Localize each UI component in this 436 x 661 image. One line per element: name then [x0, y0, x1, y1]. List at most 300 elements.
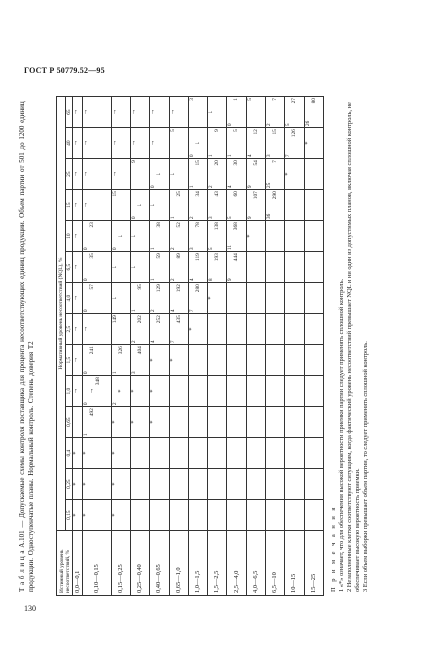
sample-size: 119	[194, 253, 201, 262]
acceptance-number: 0	[188, 154, 195, 158]
acceptance-number: 4	[227, 185, 234, 189]
sample-size: 23	[89, 222, 96, 228]
table-row	[169, 97, 188, 596]
sample-size: 290	[271, 191, 278, 200]
arrow-right-icon: →	[149, 139, 157, 147]
plan-cell	[73, 283, 83, 314]
sample-size: 368	[233, 222, 240, 231]
sample-size: 3	[188, 98, 195, 101]
arrow-right-icon: →	[72, 108, 79, 116]
plan-cell	[169, 345, 188, 376]
plan-cell	[265, 438, 284, 469]
notes-title: П р и м е ч а н и я	[330, 505, 337, 592]
plan-cell	[304, 407, 323, 438]
row-header-cell: Истинный уровень несоответствий, %	[57, 531, 73, 596]
plan-cell	[150, 469, 169, 500]
plan-cell	[130, 314, 149, 345]
acceptance-number: 9	[246, 185, 253, 189]
arrow-right-icon: →	[82, 139, 90, 147]
plan-cell	[83, 345, 111, 376]
table-row	[83, 97, 111, 596]
plan-cell	[304, 283, 323, 314]
nql-header-cell: 1,5	[66, 345, 73, 376]
plan-cell	[130, 469, 149, 500]
plan-cell	[83, 500, 111, 531]
acceptance-number: 4	[150, 340, 157, 344]
plan-cell	[227, 283, 246, 314]
arrow-right-icon: →	[72, 170, 79, 178]
plan-cell	[150, 407, 169, 438]
acceptance-number: 5	[227, 216, 234, 220]
plan-cell	[83, 97, 111, 128]
plan-cell	[83, 252, 111, 283]
acceptance-number: 2	[265, 123, 272, 127]
arrow-right-icon: →	[72, 294, 79, 302]
plan-cell	[304, 469, 323, 500]
sample-size: 192	[175, 284, 182, 293]
plan-cell	[150, 159, 169, 190]
acceptance-number: 0	[111, 247, 118, 251]
plan-cell	[285, 221, 304, 252]
plan-cell	[265, 345, 284, 376]
plan-cell	[304, 500, 323, 531]
row-label: 0,0—0,1	[73, 531, 83, 596]
sample-size: 54	[252, 160, 259, 166]
acceptance-number: 2	[169, 278, 176, 282]
acceptance-number: 0	[83, 309, 90, 313]
arrow-right-icon: →	[72, 201, 79, 209]
nql-header-cell: 4,0	[66, 283, 73, 314]
acceptance-number: 7	[169, 340, 176, 344]
acceptance-number: 11	[227, 244, 234, 251]
plan-cell	[150, 283, 169, 314]
plan-cell	[188, 500, 207, 531]
plan-cell	[130, 407, 149, 438]
sample-size: 404	[136, 346, 143, 355]
arrow-right-icon: →	[72, 387, 79, 395]
plan-cell	[304, 97, 323, 128]
plan-cell	[285, 97, 304, 128]
acceptance-number: 4	[246, 154, 253, 158]
plan-cell	[304, 438, 323, 469]
nql-header-cell: 0,4	[66, 438, 73, 469]
plan-cell	[265, 190, 284, 221]
plan-cell	[227, 128, 246, 159]
plan-cell	[150, 190, 169, 221]
plan-cell	[246, 128, 265, 159]
standard-header: ГОСТ Р 50779.52—95	[24, 66, 105, 75]
plan-cell	[227, 376, 246, 407]
row-label: 15—25	[304, 531, 323, 596]
plan-cell	[265, 159, 284, 190]
plan-cell	[111, 438, 130, 469]
nql-header-cell: 15	[66, 190, 73, 221]
plan-cell	[169, 314, 188, 345]
plan-cell	[265, 500, 284, 531]
plan-cell	[285, 252, 304, 283]
plan-cell	[188, 283, 207, 314]
plan-cell	[208, 128, 227, 159]
sample-size: 38	[156, 222, 163, 228]
plan-cell	[188, 376, 207, 407]
plan-cell	[208, 345, 227, 376]
plan-cell	[227, 469, 246, 500]
plan-cell	[246, 500, 265, 531]
row-label: 2,5—4,0	[227, 531, 246, 596]
full-inspection-mark: *	[207, 296, 215, 300]
sample-size: 435	[175, 315, 182, 324]
plan-cell	[130, 376, 149, 407]
acceptance-number: 8	[208, 278, 215, 282]
acceptance-number: 36	[265, 213, 272, 220]
acceptance-number: 0	[227, 123, 234, 127]
plan-cell	[150, 314, 169, 345]
full-inspection-mark: *	[284, 172, 292, 176]
plan-cell	[130, 221, 149, 252]
plan-cell	[169, 500, 188, 531]
plan-cell	[111, 252, 130, 283]
plan-cell	[246, 469, 265, 500]
plan-cell	[73, 190, 83, 221]
plan-cell	[111, 345, 130, 376]
full-inspection-mark: *	[149, 420, 157, 424]
acceptance-number: 1	[150, 247, 157, 251]
row-label: 1,0—1,5	[188, 531, 207, 596]
full-inspection-mark: *	[82, 482, 90, 486]
plan-cell	[265, 469, 284, 500]
acceptance-number: 3	[208, 216, 215, 220]
acceptance-number: 1	[150, 278, 157, 282]
nql-header-cell: 2,5	[66, 314, 73, 345]
plan-cell	[83, 190, 111, 221]
acceptance-number: 4	[169, 309, 176, 313]
full-inspection-mark: *	[129, 420, 137, 424]
plan-cell	[188, 97, 207, 128]
plan-cell	[111, 190, 130, 221]
plan-cell	[265, 407, 284, 438]
plan-cell	[246, 345, 265, 376]
table-row	[73, 97, 83, 596]
sample-size: 326	[117, 346, 124, 355]
plan-cell	[188, 314, 207, 345]
plan-cell	[130, 345, 149, 376]
plan-cell	[188, 159, 207, 190]
plan-cell	[111, 283, 130, 314]
table-row	[265, 97, 284, 596]
plan-cell	[130, 438, 149, 469]
plan-cell	[83, 438, 111, 469]
sample-size: 52	[175, 222, 182, 228]
plan-cell	[73, 159, 83, 190]
nql-group-header: Нормативный уровень несоответствий (NQL), %	[57, 97, 66, 531]
plan-cell	[73, 128, 83, 159]
row-label: 0,25—0,40	[130, 531, 149, 596]
plan-cell	[130, 159, 149, 190]
full-inspection-mark: *	[110, 420, 118, 424]
plan-cell	[265, 128, 284, 159]
arrow-right-icon: →	[82, 201, 90, 209]
arrow-right-icon: →	[110, 108, 118, 116]
plan-cell	[83, 283, 111, 314]
plan-cell	[227, 159, 246, 190]
plan-cell	[188, 190, 207, 221]
acceptance-number: 0	[130, 216, 137, 220]
plan-cell	[188, 407, 207, 438]
sample-size: 43	[214, 191, 221, 197]
arrow-down-icon: ↓	[129, 234, 137, 238]
plan-cell	[73, 469, 83, 500]
plan-cell	[73, 97, 83, 128]
sample-size: 60	[233, 191, 240, 197]
table-row	[246, 97, 265, 596]
plan-cell	[188, 438, 207, 469]
sample-size: 1	[233, 98, 240, 101]
plan-cell	[130, 128, 149, 159]
plan-cell	[304, 376, 323, 407]
plan-cell	[130, 97, 149, 128]
plan-cell	[169, 283, 188, 314]
plan-cell	[208, 469, 227, 500]
plan-cell	[111, 128, 130, 159]
sample-size: 34	[194, 191, 201, 197]
plan-cell	[83, 221, 111, 252]
plan-cell	[111, 407, 130, 438]
plan-cell	[208, 500, 227, 531]
table-caption	[18, 100, 36, 592]
plan-cell	[285, 128, 304, 159]
full-inspection-mark: *	[110, 482, 118, 486]
sample-size: 15	[271, 129, 278, 135]
nql-header-cell: 1,0	[66, 376, 73, 407]
sample-size: 89	[175, 253, 182, 259]
sample-size: 20	[214, 160, 221, 166]
full-inspection-mark: *	[187, 327, 195, 331]
arrow-right-icon: →	[72, 263, 79, 271]
acceptance-number: 0	[83, 247, 90, 251]
acceptance-number: 2	[111, 402, 118, 406]
full-inspection-mark: *	[245, 234, 253, 238]
arrow-down-icon: ↓	[207, 110, 215, 114]
arrow-right-icon: →	[168, 108, 176, 116]
sample-size: 30	[233, 160, 240, 166]
arrow-down-icon: ↓	[155, 172, 163, 176]
plan-cell	[304, 190, 323, 221]
full-inspection-mark: *	[82, 513, 90, 517]
sample-size: 59	[156, 253, 163, 259]
acceptance-number: 3	[265, 154, 272, 158]
plan-cell	[150, 345, 169, 376]
plan-cell	[304, 345, 323, 376]
plan-cell	[83, 314, 111, 345]
full-inspection-mark: *	[149, 358, 157, 362]
full-inspection-mark: *	[116, 389, 124, 393]
plan-cell	[111, 469, 130, 500]
arrow-right-icon: →	[82, 170, 90, 178]
acceptance-number: 1	[83, 433, 90, 437]
plan-cell	[150, 252, 169, 283]
acceptance-number: 1	[111, 371, 118, 375]
acceptance-number: 3	[130, 371, 137, 375]
plan-cell	[285, 190, 304, 221]
arrow-down-icon: ↓	[116, 234, 124, 238]
row-label: 0,15—0,25	[111, 531, 130, 596]
nql-header-cell: 10	[66, 221, 73, 252]
plan-cell	[246, 438, 265, 469]
arrow-down-icon: ↓	[168, 172, 176, 176]
plan-cell	[304, 314, 323, 345]
row-label: 0,10—0,15	[83, 531, 111, 596]
plan-cell	[227, 221, 246, 252]
sample-size: 78	[194, 222, 201, 228]
plan-cell	[285, 438, 304, 469]
plan-cell	[111, 376, 130, 407]
plan-cell	[188, 221, 207, 252]
plan-cell	[73, 221, 83, 252]
arrow-right-icon: →	[110, 139, 118, 147]
plan-cell	[73, 500, 83, 531]
caption-number: А.101	[18, 530, 26, 548]
note-2: 2 Незаполненные клетки соответствуют ситуациям, когда фактический уровень несоответствий превышает NQL и ни один из допустимых планов, включая сплошной контроль, не обеспечивает высокую вероятность приемки.	[346, 102, 361, 592]
plan-cell	[150, 500, 169, 531]
row-label: 4,0—6,5	[246, 531, 265, 596]
full-inspection-mark: *	[149, 389, 157, 393]
nql-header-cell: 65	[66, 97, 73, 128]
acceptance-number: 0	[150, 185, 157, 189]
plan-cell	[73, 438, 83, 469]
plan-cell	[246, 376, 265, 407]
plan-cell	[285, 500, 304, 531]
plan-cell	[83, 159, 111, 190]
plan-cell	[265, 97, 284, 128]
sample-size: 25	[175, 191, 182, 197]
full-inspection-mark: *	[110, 451, 118, 455]
sample-size: 9	[130, 160, 137, 163]
sample-size: 7	[271, 160, 278, 163]
note-3: 3 Если объем выборки превышает объем партии, то следует применять сплошной контроль.	[362, 341, 369, 592]
table-row	[150, 97, 169, 596]
plan-cell	[188, 345, 207, 376]
plan-cell	[227, 252, 246, 283]
sample-size: 15	[111, 191, 118, 197]
plan-cell	[150, 376, 169, 407]
arrow-down-icon: ↓	[135, 203, 143, 207]
plan-cell	[150, 438, 169, 469]
plan-cell	[169, 128, 188, 159]
plan-cell	[285, 283, 304, 314]
sample-size: 280	[194, 284, 201, 293]
arrow-right-icon: →	[110, 170, 118, 178]
sample-size: 15	[194, 160, 201, 166]
sample-size: 444	[233, 253, 240, 262]
nql-header-cell: 25	[66, 159, 73, 190]
sample-size: 202	[136, 315, 143, 324]
acceptance-number: 1	[188, 185, 195, 189]
arrow-down-icon: ↓	[129, 265, 137, 269]
sample-size: 126	[291, 129, 298, 138]
plan-cell	[130, 500, 149, 531]
plan-cell	[169, 469, 188, 500]
plan-cell	[227, 407, 246, 438]
sample-size: 129	[156, 284, 163, 293]
plan-cell	[265, 221, 284, 252]
acceptance-number: 1	[130, 309, 137, 313]
row-label: 0,40—0,65	[150, 531, 169, 596]
plan-cell	[285, 469, 304, 500]
plan-cell	[208, 221, 227, 252]
plan-cell	[304, 128, 323, 159]
acceptance-number: 7	[188, 309, 195, 313]
acceptance-number: 5	[208, 247, 215, 251]
acceptance-number: 2	[169, 247, 176, 251]
arrow-right-icon: →	[72, 232, 79, 240]
acceptance-number: 2	[188, 216, 195, 220]
notes-section	[330, 100, 370, 592]
plan-cell	[208, 97, 227, 128]
sample-size: 138	[214, 222, 221, 231]
sample-size: 107	[252, 191, 259, 200]
plan-cell	[265, 314, 284, 345]
plan-cell	[169, 252, 188, 283]
nql-header-cell: 0,25	[66, 469, 73, 500]
plan-cell	[130, 190, 149, 221]
caption-text: — Допускаемые схемы контроля поставщика для процента несоответствующих единиц продукции. Объем партии от 501 до 1200 единиц продукции. Одноступенчатые планы. Нормальный контроль. Степень доверия Т2	[18, 101, 35, 592]
plan-cell	[169, 97, 188, 128]
nql-header-cell: 40	[66, 128, 73, 159]
plan-cell	[169, 438, 188, 469]
table-row	[208, 97, 227, 596]
plan-cell	[130, 252, 149, 283]
nql-header-cell: 0,65	[66, 407, 73, 438]
plan-cell	[285, 159, 304, 190]
arrow-right-icon: →	[72, 356, 79, 364]
plan-cell	[265, 376, 284, 407]
acceptance-number: 1	[208, 154, 215, 158]
note-1: 1 «*» означает, что для обеспечения высокой вероятности приемки партии следует применять сплошной контроль.	[338, 278, 345, 592]
acceptance-number: 0	[83, 278, 90, 282]
plan-cell	[246, 190, 265, 221]
sample-size: 348	[95, 377, 102, 386]
arrow-right-icon: →	[82, 325, 90, 333]
table-row	[111, 97, 130, 596]
sample-size: 149	[111, 315, 118, 324]
sample-size: 5	[233, 129, 240, 132]
plan-cell	[246, 314, 265, 345]
acceptance-number: 2	[150, 309, 157, 313]
arrow-right-icon: →	[82, 108, 90, 116]
plan-cell	[73, 376, 83, 407]
plan-cell	[246, 252, 265, 283]
acceptance-number: 2	[208, 185, 215, 189]
plan-cell	[83, 407, 111, 438]
page-number: 130	[24, 604, 36, 613]
nql-header-cell: 6,5	[66, 252, 73, 283]
full-inspection-mark: *	[72, 513, 79, 517]
plan-cell	[188, 128, 207, 159]
sample-size: 9	[214, 129, 221, 132]
row-label: 6,5—10	[265, 531, 284, 596]
full-inspection-mark: *	[129, 389, 137, 393]
plan-cell	[169, 159, 188, 190]
plan-cell	[208, 283, 227, 314]
sample-size: 35	[89, 253, 96, 259]
plan-cell	[285, 345, 304, 376]
arrow-down-icon: ↓	[149, 203, 157, 207]
full-inspection-mark: *	[110, 513, 118, 517]
plan-cell	[285, 314, 304, 345]
plan-cell	[150, 97, 169, 128]
plan-cell	[150, 128, 169, 159]
sampling-plans-table	[56, 96, 324, 596]
